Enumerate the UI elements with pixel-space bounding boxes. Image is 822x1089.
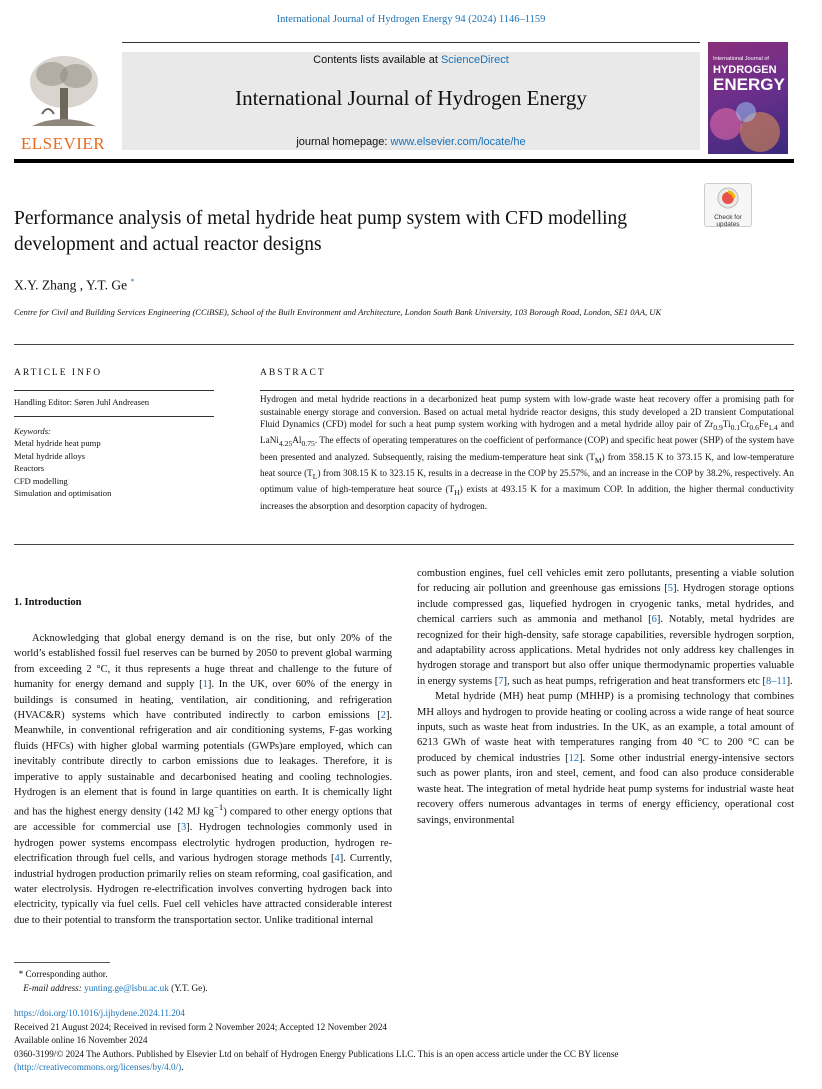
cover-title-line-1: HYDROGEN — [713, 64, 777, 76]
masthead-rule — [14, 159, 794, 163]
abstract-text: Hydrogen and metal hydride reactions in a decarbonized heat pump system with low-grade waste heat recovery offer a promising path for sustainable energy storage and conversion. Based on actual metal hydride reactor designs, this study developed a 2D transient Computational Fluid Dynamics (CFD) model for such a heat pump system working with hydrogen and a metal hydride alloy pair of $Zr_{0.9}Ti_{0.1}Cr_{0.6}Fe_{1.4}$ and $LaNi_{4.25}Al_{0.75}$. The effects of operating temperatures on the coefficient of performance (COP) and specific heat power (SHP) of the system have been presented and analyzed. Subsequently, raising the medium-temperature heat sink $(T_M)$ from 358.15 K to 373.15 K, and low-temperature heat source $(T_L)$ from 308.15 K to 323.15 K, results in a decrease in the COP by 25.57%, and an increase in the COP by 38.2%, respectively. An optimum value of high-temperature heat source $(T_H)$ exists at 493.15 K for a maximum COP. In addition, the higher thermal conductivity increases the absorption and desorption capacity of hydrogen. — [260, 394, 795, 511]
citation-link[interactable]: 7 — [498, 675, 504, 687]
homepage-link[interactable]: www.elsevier.com/locate/he — [390, 136, 526, 148]
handling-editor: Handling Editor: Søren Juhl Andreasen — [14, 397, 150, 407]
abstract-bottom-rule — [14, 544, 794, 545]
sciencedirect-link[interactable]: ScienceDirect — [440, 54, 509, 66]
check-updates-label: Check for updates — [714, 214, 742, 228]
check-updates-icon — [717, 187, 739, 209]
footnote-rule — [14, 962, 110, 963]
section-heading-introduction: 1. Introduction — [14, 597, 82, 608]
keyword: Metal hydride alloys — [14, 450, 86, 461]
journal-banner — [122, 52, 700, 150]
masthead — [14, 42, 794, 160]
keywords-block — [14, 425, 111, 499]
article-info-rule — [14, 416, 214, 417]
masthead-top-rule — [122, 42, 700, 43]
journal-cover-thumbnail[interactable] — [708, 42, 788, 154]
keyword: Metal hydride heat pump — [14, 438, 101, 449]
footnote-corresponding: * Corresponding author. — [18, 969, 108, 979]
abstract-heading: ABSTRACT — [260, 368, 326, 378]
license-link[interactable]: (http://creativecommons.org/licenses/by/4.0/) — [14, 1062, 182, 1073]
article-info-rule — [14, 390, 214, 391]
homepage-line — [122, 136, 700, 148]
doi-link[interactable]: https://doi.org/10.1016/j.ijhydene.2024.11.204 — [14, 1008, 185, 1018]
check-for-updates-button[interactable] — [704, 183, 752, 227]
cover-artwork — [708, 98, 788, 154]
keyword: Reactors — [14, 463, 45, 474]
running-head[interactable]: International Journal of Hydrogen Energy 94 (2024) 1146–1159 — [276, 14, 546, 25]
citation-link[interactable]: 6 — [651, 614, 657, 626]
license-statement: 0360-3199/© 2024 The Authors. Published by Elsevier Ltd on behalf of Hydrogen Energy Publications LLC. This is an open access article under the CC BY license (http://creativecommons.org/licenses/by/4.0/). — [14, 1048, 619, 1073]
publisher-logo[interactable] — [14, 52, 112, 154]
citation-link[interactable]: 8–11 — [765, 675, 787, 687]
keyword: CFD modelling — [14, 475, 68, 486]
citation-link[interactable]: 2 — [380, 710, 386, 722]
author-name[interactable]: Y.T. Ge — [86, 277, 128, 293]
footnote-mark: * — [18, 969, 24, 979]
available-online: Available online 16 November 2024 — [14, 1035, 148, 1046]
journal-title: International Journal of Hydrogen Energy — [235, 86, 587, 110]
received-dates: Received 21 August 2024; Received in revised form 2 November 2024; Accepted 12 November 2024 — [14, 1021, 388, 1032]
article-title: Performance analysis of metal hydride heat pump system with CFD modelling development and actual reactor designs — [14, 208, 628, 255]
cover-small-text: International Journal of — [713, 56, 769, 62]
author-name[interactable]: X.Y. Zhang — [14, 277, 77, 293]
citation-link[interactable]: 5 — [667, 583, 674, 595]
affiliation: Centre for Civil and Building Services Engineering (CCiBSE), School of the Built Environment and Architecture, London South Bank University, 103 Borough Road, London, SE1 0AA, UK — [14, 307, 662, 317]
homepage-prefix: journal homepage: — [296, 136, 388, 148]
publisher-wordmark: ELSEVIER — [20, 134, 106, 153]
article-info-heading: ARTICLE INFO — [14, 368, 103, 378]
publication-info — [14, 1007, 794, 1075]
author-list: X.Y. Zhang , Y.T. Ge * — [14, 277, 135, 293]
citation-link[interactable]: 12 — [568, 752, 580, 764]
email-label: E-mail address: — [23, 983, 82, 993]
contents-prefix: Contents lists available at — [313, 54, 438, 66]
footnote — [14, 967, 794, 995]
body-column-right — [417, 566, 794, 828]
body-paragraph-continued: combustion engines, fuel cell vehicles emit zero pollutants, presenting a viable solution for reducing air pollution and greenhouse gas emissions [5]. Hydrogen storage options include compressed gas, liquefied hydrogen in cryogenic tanks, metal hydrides, and chemical carriers such as ammonia and methanol [6]. Notably, metal hydrides are recognized for their high-density, safe storage capabilities, reversible hydrogen sorption, and adaptability across applications. Metal hydrides not only address key challenges in hydrogen storage and transport but also offer unique thermodynamic properties valuable in energy systems [7], such as heat pumps, refrigeration and heat transformers etc [8–11]. — [417, 568, 795, 687]
keywords-heading: Keywords: — [14, 426, 51, 436]
citation-link[interactable]: 1 — [202, 679, 208, 691]
abstract-rule — [260, 390, 794, 391]
body-column-left — [14, 631, 392, 928]
keyword: Simulation and optimisation — [14, 488, 112, 499]
email-link[interactable]: yunting.ge@lsbu.ac.uk — [84, 983, 169, 993]
footnote-email: E-mail address: yunting.ge@lsbu.ac.uk (Y.T. Ge). — [23, 983, 208, 993]
body-paragraph: Metal hydride (MH) heat pump (MHHP) is a promising technology that combines MH alloys and hydrogen to provide heating or cooling across a wide range of heat source inputs, such as waste heat from industries. In the UK, as an example, a total amount of 6213 GWh of waste heat with temperatures ranging from 40 °C to 200 °C can be produced by chemical industries [12]. Some other industrial energy-intensive sectors such as power plants, iron and steel, cement, and food can also produce considerable waste heat. The integration of metal hydride heat pump systems for industrial waste heat recovery offers numerous advantages in terms of energy efficiency, operational cost savings, environmental — [417, 691, 794, 826]
contents-line — [122, 54, 700, 66]
body-paragraph: Acknowledging that global energy demand is on the rise, but only 20% of the world’s established fossil fuel reserves can be burned by 2050 to prevent global warming from exceeding 2 °C, it thus represents a huge threat and challenge to the future of humanity for energy demand and supply [1]. In the UK, over 60% of the energy in buildings is consumed in heating, ventilation, air conditioning, and refrigeration (HVAC&R) systems which have contributed indirectly to carbon emissions [2]. Meanwhile, in conventional refrigeration and air conditioning systems, F-gas working fluids (HFCs) with higher global warming potentials (GWPs)are employed, which can inevitably contribute directly to carbon emissions due to leakages. Therefore, it is imperative to apply sustainable and decarbonised heating and cooling technologies. Hydrogen is an element that is found in large quantities on earth. It is chemically light and has the highest energy density (142 MJ $kg^{-1}$) compared to other energy options that are accessible for commercial use [3]. Hydrogen technologies commonly used in hydrogen power systems encompass electrolytic hydrogen production, hydrogen re-electrification through fuel cells, and various hydrogen storage methods [4]. Currently, industrial hydrogen production primarily relies on steam reforming, coal gasification, and water electrolysis. Hydrogen re-electrification involves converting hydrogen back into electricity, typically via fuel cells. Fuel cell vehicles have attracted considerable interest due to their potential to transform the transportation sector. Unlike traditional internal — [14, 633, 393, 926]
citation-link[interactable]: 3 — [180, 822, 187, 834]
cover-title-line-2: ENERGY — [713, 75, 785, 94]
affiliation-rule — [14, 344, 794, 345]
elsevier-tree-icon — [22, 52, 104, 130]
citation-link[interactable]: 4 — [334, 853, 340, 865]
corresponding-author-mark[interactable]: * — [130, 277, 135, 286]
